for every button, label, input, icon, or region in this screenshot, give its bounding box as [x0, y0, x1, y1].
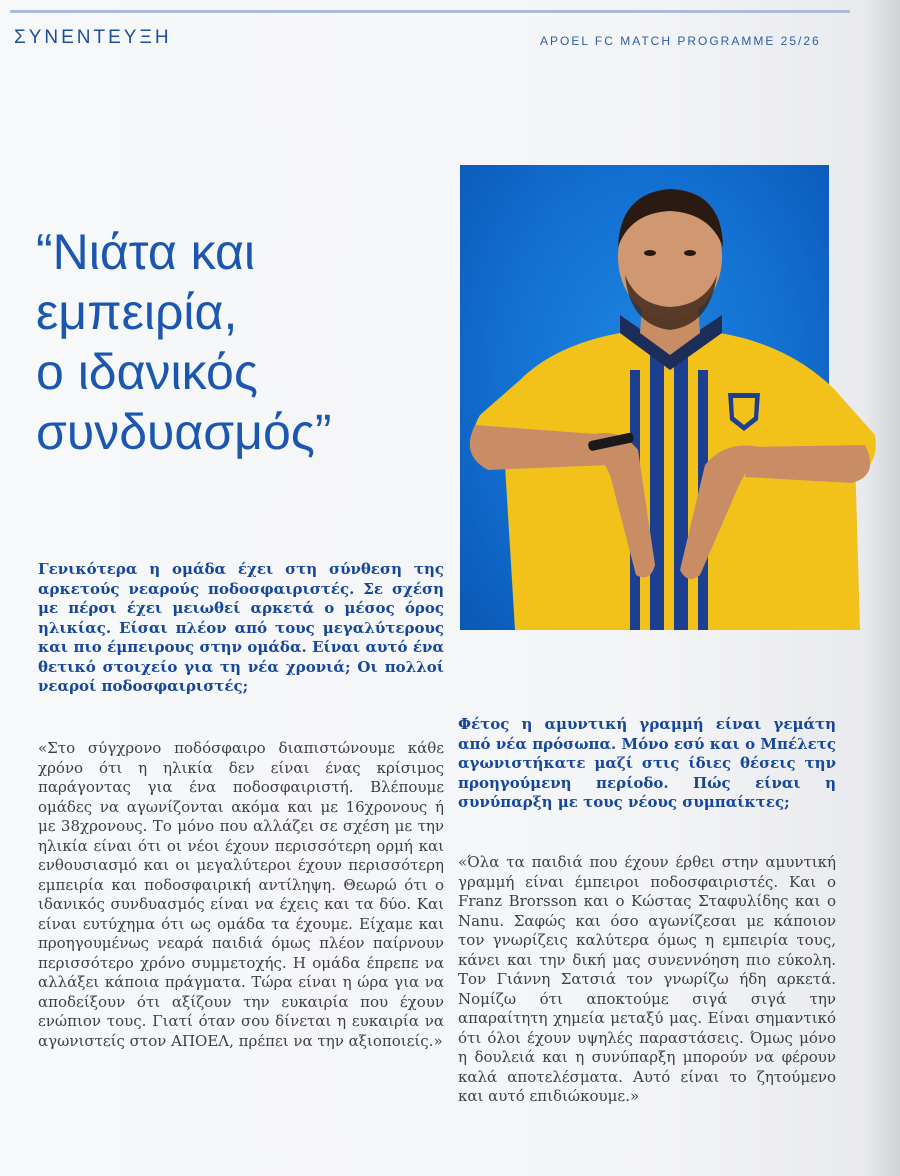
programme-label: APOEL FC MATCH PROGRAMME 25/26: [540, 34, 821, 48]
headline-line: ο ιδανικός: [36, 344, 258, 400]
player-photo: [460, 165, 829, 630]
interview-question-2: Φέτος η αμυντική γραμμή είναι γεμάτη από νέα πρόσωπα. Μόνο εσύ και ο Μπέλετς αγωνιστήκατε μαζί στις ίδιες θέσεις την προηγούμενη περίοδο. Πώς είναι η συνύπαρξη με τους νέους συμπαίκτες;: [458, 715, 836, 811]
headline-line: “Νιάτα και: [36, 224, 256, 280]
headline-line: εμπειρία,: [36, 284, 238, 340]
player-figure: [460, 165, 880, 630]
headline-line: συνδυασμός”: [36, 404, 332, 460]
top-rule: [10, 10, 850, 13]
interview-answer-1: «Στο σύγχρονο ποδόσφαιρο διαπιστώνουμε κάθε χρόνο ότι η ηλικία δεν είναι ένας κρίσιμος παράγοντας για ένα ποδοσφαιριστή. Βλέπουμε ομάδες να αγωνίζονται ακόμα και με 16χρονους ή με 38χρονους. Το μόνο που αλλάζει σε σχέση με την ηλικία είναι ότι οι νέοι έχουν περισσότερη ορμή και ενθουσιασμό και οι μεγαλύτεροι έχουν περισσότερη εμπειρία και ποδοσφαιρική αντίληψη. Θεωρώ ότι ο ιδανικός συνδυασμός είναι να έχεις και τα δύο. Και είναι ευτύχημα ότι ως ομάδα τα έχουμε. Είχαμε και προηγουμένως νεαρά παιδιά όμως πλέον παίρνουν περισσότερο χρόνο συμμετοχής. Η ομάδα έπρεπε να αλλάξει κάποια πράγματα. Τώρα είναι η ώρα για να αποδείξουν ότι αξίζουν την ευκαιρία που έχουν ενώπιον τους. Γιατί όταν σου δίνεται η ευκαιρία να αγωνιστείς στον ΑΠΟΕΛ, πρέπει να την αξιοποιείς.»: [38, 739, 444, 1050]
interview-question-1: Γενικότερα η ομάδα έχει στη σύνθεση της αρκετούς νεαρούς ποδοσφαιριστές. Σε σχέση με πέρσι έχει μειωθεί αρκετά ο μέσος όρος ηλικίας. Είσαι πλέον από τους μεγαλύτερους και πιο έμπειρους στην ομάδα. Είναι αυτό ένα θετικό στοιχείο για τη νέα χρονιά; Οι πολλοί νεαροί ποδοσφαιριστές;: [38, 560, 444, 695]
headline-quote: [36, 222, 456, 462]
interview-answer-2: «Όλα τα παιδιά που έχουν έρθει στην αμυντική γραμμή είναι έμπειροι ποδοσφαιριστές. Και ο Franz Brorsson και ο Κώστας Σταφυλίδης και ο Nanu. Σαφώς και όσο αγωνίζεσαι με κάποιον τον γνωρίζεις καλύτερα όμως η εμπειρία τους, κάνει και την δική μας συνεννόηση πιο εύκολη. Τον Γιάννη Σατσιά τον γνωρίζω ήδη αρκετά. Νομίζω ότι αποκτούμε σιγά σιγά την απαραίτητη χημεία μεταξύ μας. Είναι σημαντικό ότι όλοι έχουν υψηλές παραστάσεις. Όμως μόνο η δουλειά και η συνύπαρξη μπορούν να φέρουν καλά αποτελέσματα. Αυτό είναι το ζητούμενο και αυτό επιδιώκουμε.»: [458, 853, 836, 1105]
section-label: ΣΥΝΕΝΤΕΥΞΗ: [14, 27, 172, 48]
